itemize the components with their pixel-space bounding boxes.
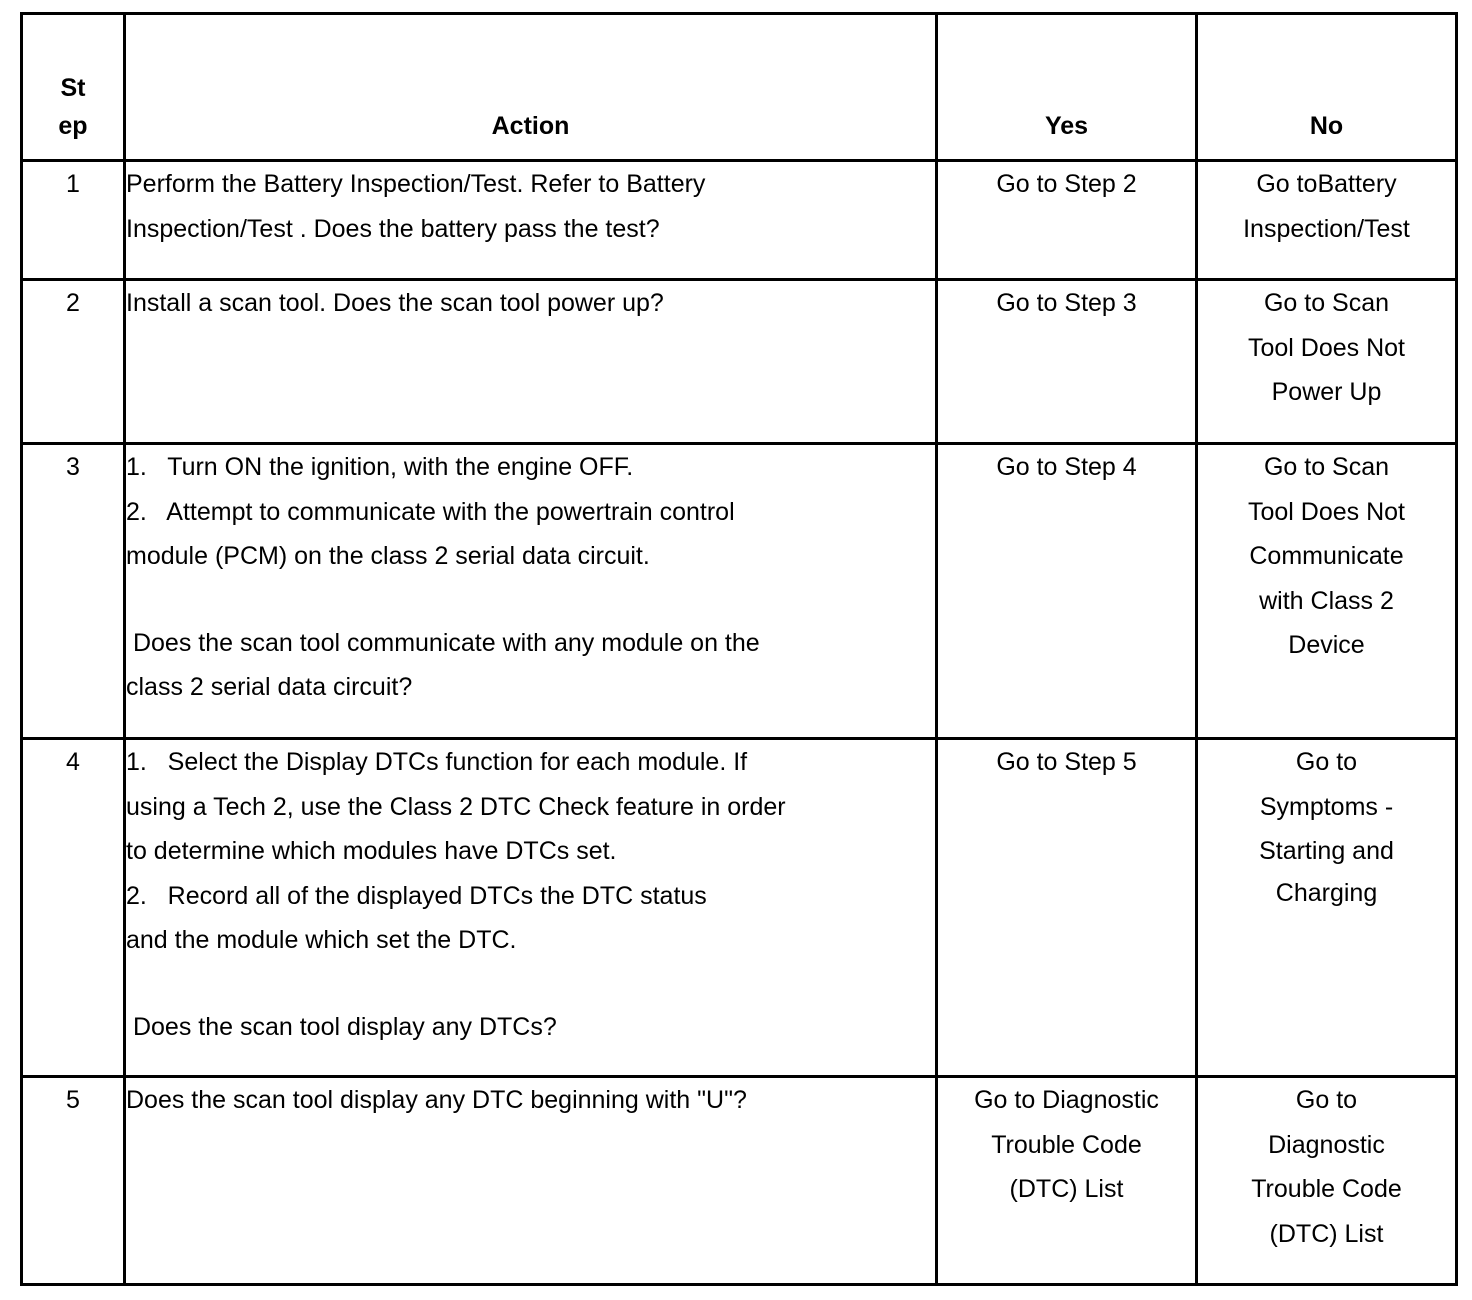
action-line: to determine which modules have DTCs set. [126, 837, 617, 865]
step-number: 5 [22, 1077, 125, 1285]
no-line: Go to [1295, 1086, 1358, 1114]
action-line: Install a scan tool. Does the scan tool power up? [126, 289, 664, 317]
no-cell [1197, 1077, 1457, 1285]
action-cell [125, 1077, 937, 1285]
table-row [22, 161, 1457, 280]
no-line: Trouble Code [1251, 1175, 1402, 1203]
action-line: using a Tech 2, use the Class 2 DTC Check feature in order [126, 792, 786, 821]
action-line: 2. Attempt to communicate with the powertrain control [126, 497, 735, 526]
no-line: (DTC) List [1269, 1219, 1384, 1248]
step-number: 1 [22, 161, 125, 280]
yes-line: Go to Step 4 [996, 453, 1137, 481]
action-question: class 2 serial data circuit? [126, 673, 413, 701]
no-line: Inspection/Test [1243, 214, 1410, 243]
no-line: Charging [1275, 878, 1378, 907]
table-row [22, 739, 1457, 1077]
action-line: Perform the Battery Inspection/Test. Refer to Battery [126, 170, 706, 198]
no-line: Go to Scan [1263, 289, 1390, 317]
action-cell [125, 280, 937, 444]
yes-line: (DTC) List [1009, 1175, 1124, 1203]
no-cell [1197, 739, 1457, 1077]
header-no: No [1197, 14, 1457, 161]
header-yes: Yes [937, 14, 1197, 161]
no-line: Tool Does Not [1247, 497, 1406, 526]
no-line: Go toBattery [1256, 170, 1397, 198]
table-row [22, 1077, 1457, 1285]
action-question: Does the scan tool communicate with any module on the [126, 628, 760, 657]
no-line: Power Up [1271, 378, 1382, 406]
header-step [22, 14, 125, 161]
no-cell [1197, 161, 1457, 280]
step-number: 3 [22, 444, 125, 739]
yes-cell [937, 444, 1197, 739]
no-line: with Class 2 [1259, 586, 1394, 615]
yes-line: Go to Step 3 [996, 289, 1137, 317]
action-cell [125, 161, 937, 280]
diagnostic-table [20, 12, 1458, 1286]
no-line: Go to [1295, 748, 1358, 776]
action-cell [125, 739, 937, 1077]
no-line: Device [1288, 631, 1365, 659]
header-step-line-2: ep [58, 112, 88, 140]
no-line: Starting and [1259, 837, 1394, 865]
action-question: Does the scan tool display any DTCs? [126, 1012, 557, 1041]
action-line: 1. Turn ON the ignition, with the engine OFF. [126, 453, 634, 481]
no-line: Go to Scan [1263, 453, 1390, 481]
yes-cell [937, 280, 1197, 444]
no-line: Communicate [1249, 542, 1404, 570]
yes-line: Go to Step 5 [996, 748, 1137, 776]
action-line: Inspection/Test . Does the battery pass the test? [126, 214, 660, 243]
no-cell [1197, 280, 1457, 444]
step-number: 4 [22, 739, 125, 1077]
no-line: Diagnostic [1268, 1130, 1385, 1159]
action-line: Does the scan tool display any DTC beginning with "U"? [126, 1086, 747, 1114]
yes-cell [937, 1077, 1197, 1285]
header-action: Action [125, 14, 937, 161]
header-step-line-1: St [60, 74, 86, 102]
action-line: and the module which set the DTC. [126, 926, 517, 954]
header-row [22, 14, 1457, 161]
table-row [22, 280, 1457, 444]
yes-cell [937, 161, 1197, 280]
yes-line: Go to Diagnostic [974, 1086, 1159, 1114]
action-line: module (PCM) on the class 2 serial data circuit. [126, 542, 650, 570]
action-line: 2. Record all of the displayed DTCs the DTC status [126, 881, 707, 910]
step-number: 2 [22, 280, 125, 444]
paragraph-gap [126, 579, 935, 621]
action-line: 1. Select the Display DTCs function for each module. If [126, 748, 748, 776]
paragraph-gap [126, 963, 935, 1005]
yes-line: Trouble Code [991, 1130, 1142, 1159]
yes-line: Go to Step 2 [996, 170, 1137, 198]
no-cell [1197, 444, 1457, 739]
no-line: Tool Does Not [1247, 333, 1406, 362]
no-line: Symptoms - [1259, 792, 1394, 821]
action-cell [125, 444, 937, 739]
yes-cell [937, 739, 1197, 1077]
table-row [22, 444, 1457, 739]
